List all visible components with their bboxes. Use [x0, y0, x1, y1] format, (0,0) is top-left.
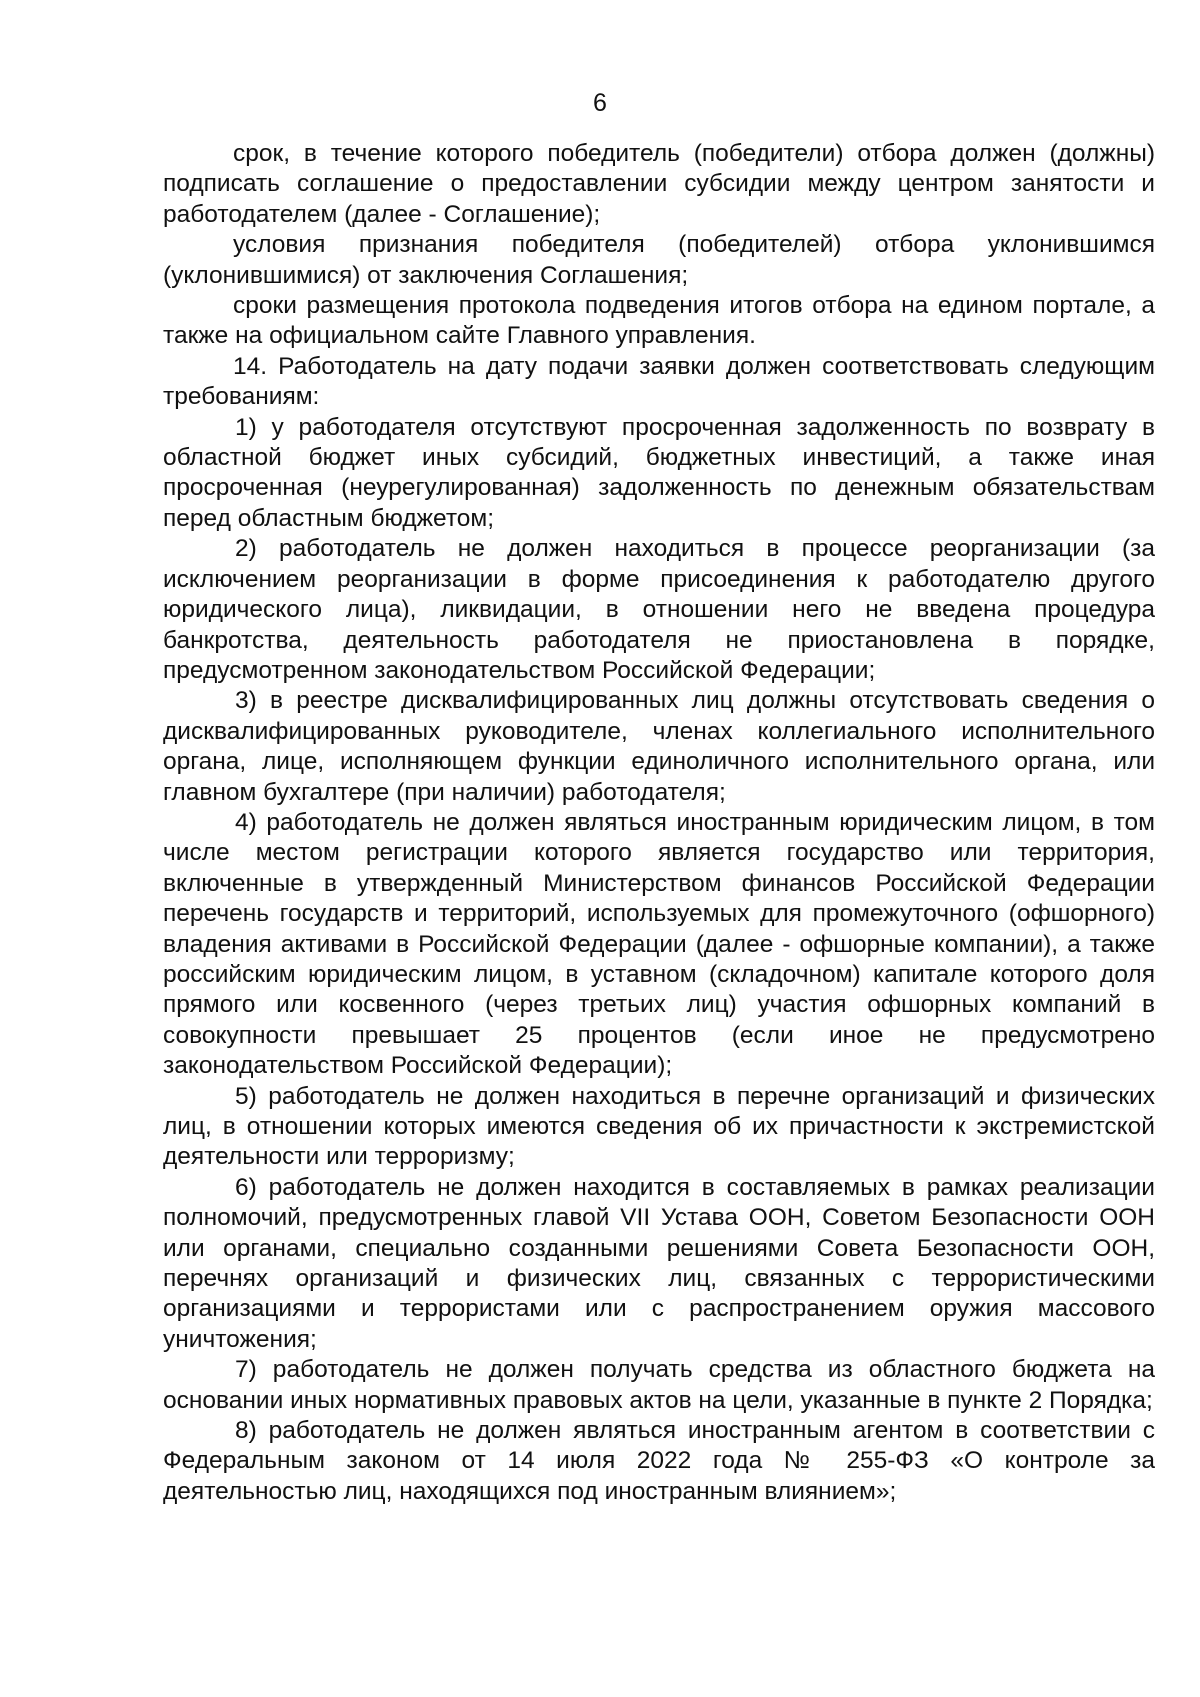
paragraph-requirement-4: 4) работодатель не должен являться иностранным юридическим лицом, в том числе местом регистрации которого является государство или территория, включенные в утвержденный Министерством финансов Российской Федерации перечень государств и территорий, используемых для промежуточного (офшорного) владения активами в Российской Федерации (далее - офшорные компании), а также российским юридическим лицом, в уставном (складочном) капитале которого доля прямого или косвенного (через третьих лиц) участия офшорных компаний в совокупности превышает 25 процентов (если иное не предусмотрено законодательством Российской Федерации); [163, 808, 1155, 1080]
paragraph-protocol-publication: сроки размещения протокола подведения итогов отбора на едином портале, а также на официальном сайте Главного управления. [163, 292, 1155, 350]
paragraph-requirement-6: 6) работодатель не должен находится в составляемых в рамках реализации полномочий, предусмотренных главой VII Устава ООН, Советом Безопасности ООН или органами, специально созданными решениями Совета Безопасности ООН, перечнях организаций и физических лиц, связанных с террористическими организациями и террористами или с распространением оружия массового уничтожения; [163, 1173, 1155, 1353]
paragraph-requirement-2: 2) работодатель не должен находиться в процессе реорганизации (за исключением реорганизации в форме присоединения к работодателю другого юридического лица), ликвидации, в отношении него не введена процедура банкротства, деятельность работодателя не приостановлена в порядке, предусмотренном законодательством Российской Федерации; [163, 535, 1155, 684]
paragraph-evasion-conditions: условия признания победителя (победителей) отбора уклонившимся (уклонившимися) от заключения Соглашения; [163, 231, 1155, 289]
document-body [163, 139, 1155, 1507]
paragraph-requirement-8: 8) работодатель не должен являться иностранным агентом в соответствии с Федеральным законом от 14 июля 2022 года № 255-ФЗ «О контроле за деятельностью лиц, находящихся под иностранным влиянием»; [163, 1417, 1155, 1505]
page-number: 6 [593, 89, 607, 117]
paragraph-item-14: 14. Работодатель на дату подачи заявки должен соответствовать следующим требованиям: [163, 352, 1155, 411]
paragraph-requirement-3: 3) в реестре дисквалифицированных лиц должны отсутствовать сведения о дисквалифицированных руководителе, членах коллегиального исполнительного органа, лице, исполняющем функции единоличного исполнительного органа, или главном бухгалтере (при наличии) работодателя; [163, 687, 1155, 806]
paragraph-requirement-7: 7) работодатель не должен получать средства из областного бюджета на основании иных нормативных правовых актов на цели, указанные в пункте 2 Порядка; [163, 1356, 1155, 1414]
paragraph-requirement-5: 5) работодатель не должен находиться в перечне организаций и физических лиц, в отношении которых имеются сведения об их причастности к экстремистской деятельности или терроризму; [163, 1082, 1155, 1171]
paragraph-agreement-deadline: срок, в течение которого победитель (победители) отбора должен (должны) подписать соглашение о предоставлении субсидии между центром занятости и работодателем (далее - Соглашение); [163, 140, 1155, 228]
paragraph-requirement-1: 1) у работодателя отсутствуют просроченная задолженность по возврату в областной бюджет иных субсидий, бюджетных инвестиций, а также иная просроченная (неурегулированная) задолженность по денежным обязательствам перед областным бюджетом; [163, 413, 1155, 532]
